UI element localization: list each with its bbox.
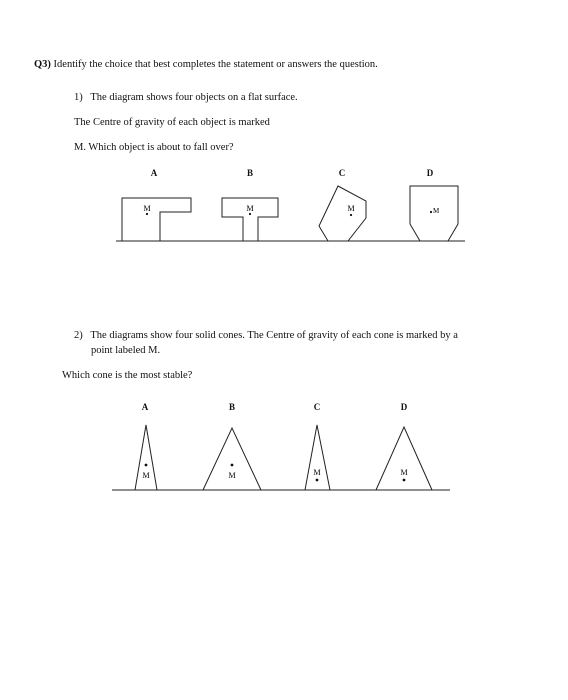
object-d-marker: M	[433, 207, 440, 215]
part2-label-b: B	[228, 402, 236, 412]
object-a-marker: M	[143, 204, 151, 213]
object-b-marker: M	[246, 204, 254, 213]
part2-line1-text: The diagrams show four solid cones. The Centre of gravity of each cone is marked by a	[90, 330, 458, 341]
question-instruction: Identify the choice that best completes the statement or answers the question.	[53, 59, 378, 70]
cone-d-marker: M	[400, 468, 408, 477]
cone-b-shape	[203, 428, 261, 490]
part2-line2: point labeled M.	[91, 345, 161, 356]
question-number: Q3)	[34, 59, 51, 70]
cone-c-marker: M	[313, 468, 321, 477]
cone-b-dot	[231, 464, 234, 467]
part1-label-b: B	[246, 168, 254, 178]
part2-number: 2)	[74, 330, 83, 341]
part1-number: 1)	[74, 92, 83, 103]
cone-d-dot	[403, 479, 406, 482]
part2-label-c: C	[313, 402, 321, 412]
part1-line1-text: The diagram shows four objects on a flat surface.	[90, 92, 298, 103]
part2-label-a: A	[141, 402, 149, 412]
part2-question: Which cone is the most stable?	[62, 370, 193, 381]
part1-label-d: D	[426, 168, 434, 178]
part1-label-a: A	[150, 168, 158, 178]
cone-a-shape	[135, 425, 157, 490]
cone-a-marker: M	[142, 471, 150, 480]
part1-line3: M. Which object is about to fall over?	[74, 142, 234, 153]
cone-c-dot	[316, 479, 319, 482]
cone-b-marker: M	[228, 471, 236, 480]
cone-a-dot	[145, 464, 148, 467]
part2-label-d: D	[400, 402, 408, 412]
part1-line2: The Centre of gravity of each object is marked	[74, 117, 270, 128]
object-c-marker: M	[347, 204, 355, 213]
part1-label-c: C	[338, 168, 346, 178]
